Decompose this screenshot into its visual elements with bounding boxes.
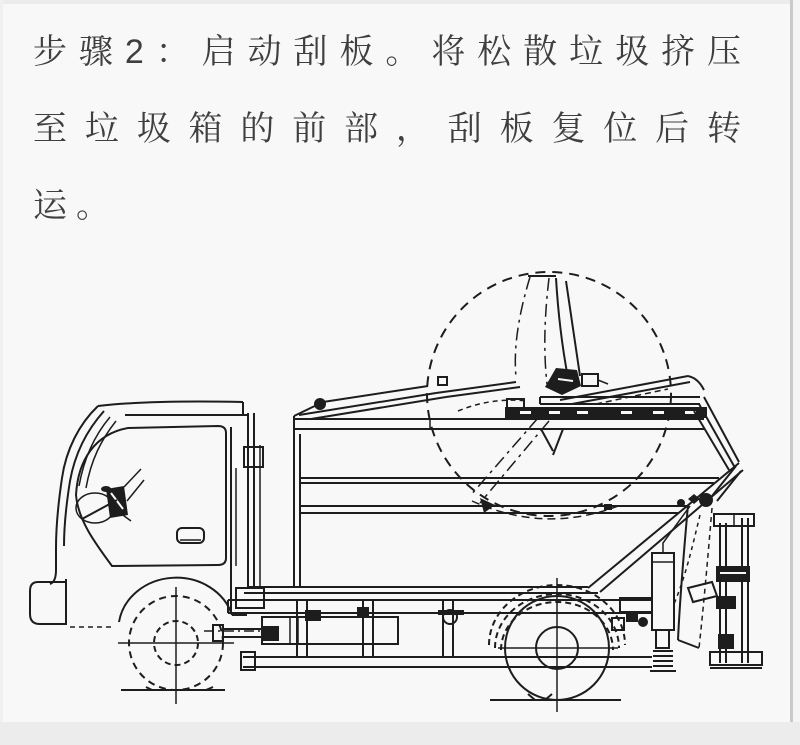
step-instruction-line-2: 至垃圾箱的前部，刮板复位后转 bbox=[33, 110, 741, 148]
rear-chute bbox=[674, 505, 717, 648]
step-instruction-line-1: 步骤2：启动刮板。将松散垃圾挤压 bbox=[33, 33, 741, 71]
cab-door-handle bbox=[177, 528, 204, 543]
rear-guide-rails bbox=[710, 514, 762, 668]
truck-diagram bbox=[0, 245, 800, 745]
rear-wheel bbox=[489, 578, 625, 712]
truck-cab bbox=[30, 402, 248, 628]
chassis-frame bbox=[204, 587, 652, 670]
cab-mirror bbox=[106, 469, 144, 518]
page-edge-top bbox=[0, 0, 800, 4]
rear-lift-assembly bbox=[650, 505, 762, 671]
cab-box-strut bbox=[236, 413, 264, 608]
step-instruction bbox=[33, 14, 741, 245]
front-wheel bbox=[118, 587, 234, 704]
hydraulic-cylinder-horizontal bbox=[213, 617, 398, 644]
truck-diagram-svg bbox=[0, 245, 800, 745]
step-instruction-line-3: 运。 bbox=[33, 187, 119, 225]
